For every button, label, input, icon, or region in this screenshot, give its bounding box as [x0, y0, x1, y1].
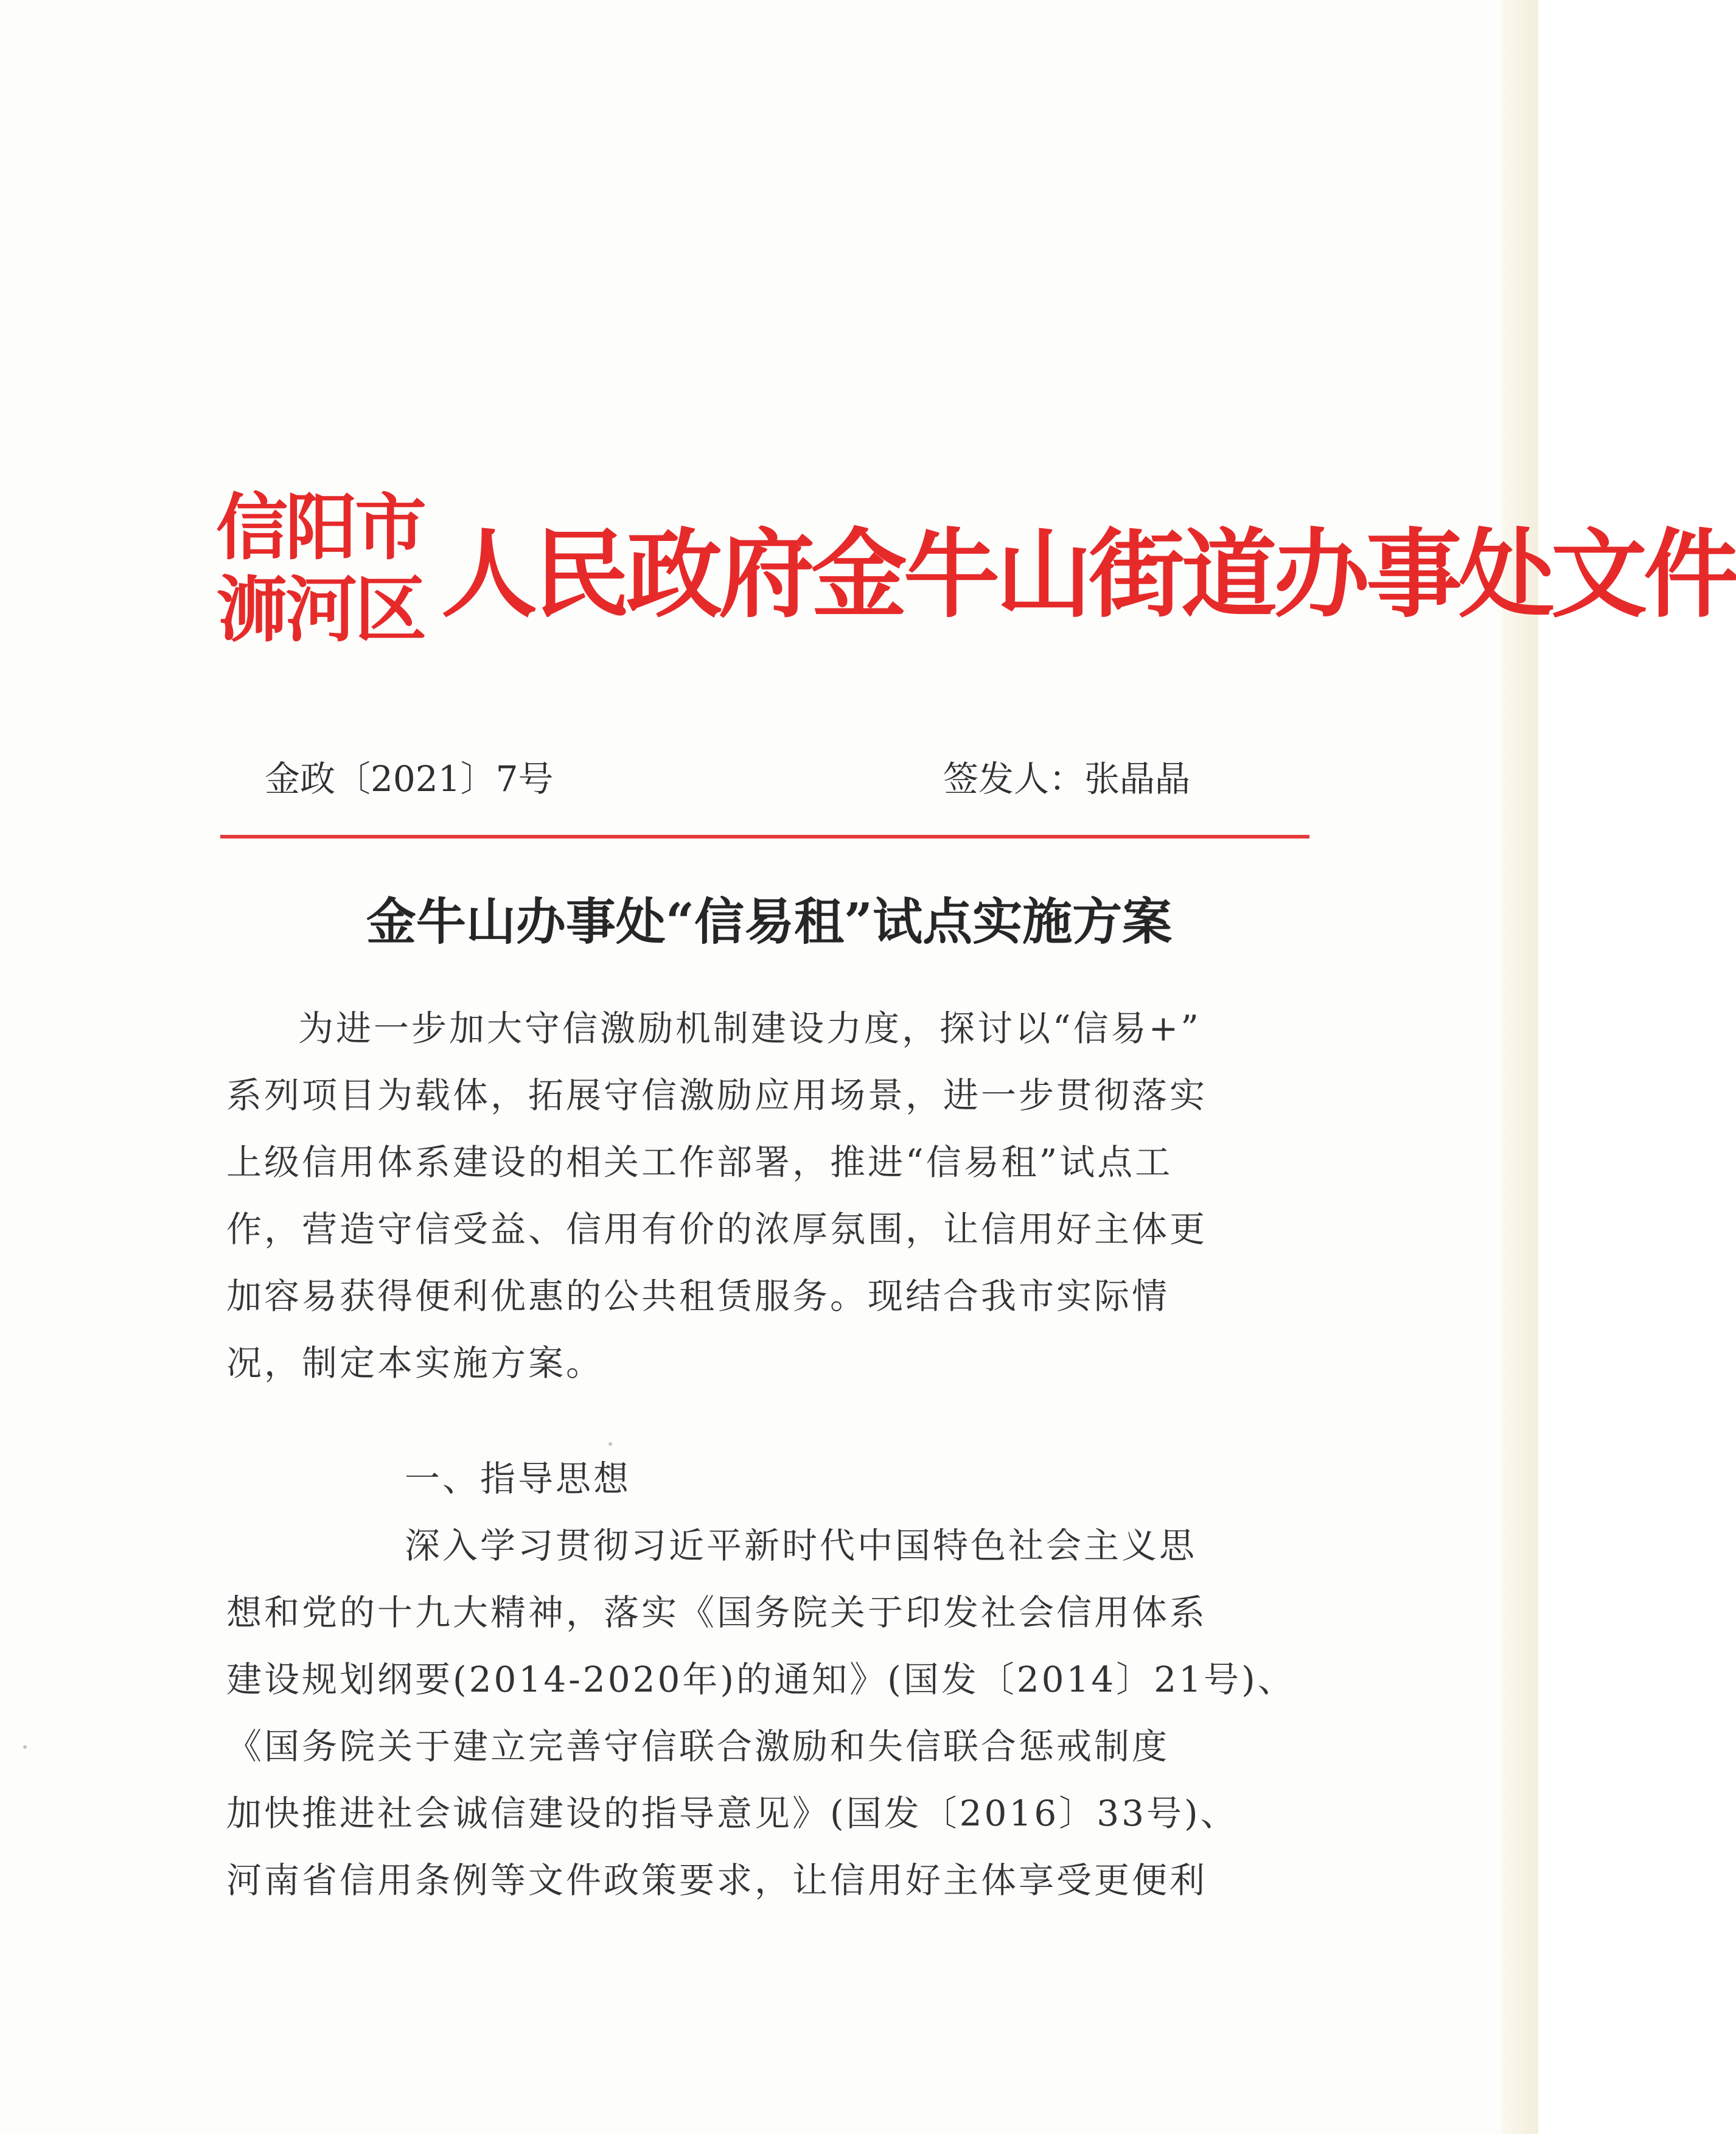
signer: 签发人：张晶晶 [943, 758, 1191, 800]
header-doc-type: 人民政府金牛山街道办事处文件 [441, 519, 1736, 631]
body-line: 上级信用体系建设的相关工作部署，推进“信易租”试点工 [226, 1142, 1173, 1183]
body-line: 想和党的十九大精神，落实《国务院关于印发社会信用体系 [226, 1592, 1208, 1633]
body-line: 为进一步加大守信激励机制建设力度，探讨以“信易+” [298, 1008, 1201, 1049]
red-header [216, 486, 1736, 675]
body-line: 况，制定本实施方案。 [226, 1342, 604, 1384]
body-line: 深入学习贯彻习近平新时代中国特色社会主义思 [405, 1525, 1197, 1566]
header-org-line-2: 浉河区 [216, 568, 425, 652]
body-line: 建设规划纲要(2014-2020年)的通知》(国发〔2014〕21号)、 [226, 1659, 1295, 1700]
header-org-block [216, 486, 425, 652]
red-divider [220, 835, 1309, 839]
body-line: 作，营造守信受益、信用有价的浓厚氛围，让信用好主体更 [226, 1208, 1208, 1250]
body-line: 加快推进社会诚信建设的指导意见》(国发〔2016〕33号)、 [226, 1793, 1238, 1834]
scan-edge [1502, 0, 1538, 2134]
scan-speck [23, 1745, 27, 1749]
scan-speck [608, 1442, 612, 1446]
section-heading: 一、指导思想 [405, 1458, 632, 1499]
document-title: 金牛山办事处“信易租”试点实施方案 [366, 893, 1173, 951]
body-line: 加容易获得便利优惠的公共租赁服务。现结合我市实际情 [226, 1275, 1170, 1317]
body-line: 系列项目为载体，拓展守信激励应用场景，进一步贯彻落实 [226, 1075, 1208, 1116]
body-line: 《国务院关于建立完善守信联合激励和失信联合惩戒制度 [226, 1726, 1170, 1767]
header-org-line-1: 信阳市 [216, 486, 425, 570]
document-number: 金政〔2021〕7号 [265, 758, 554, 800]
body-line: 河南省信用条例等文件政策要求，让信用好主体享受更便利 [226, 1860, 1208, 1901]
